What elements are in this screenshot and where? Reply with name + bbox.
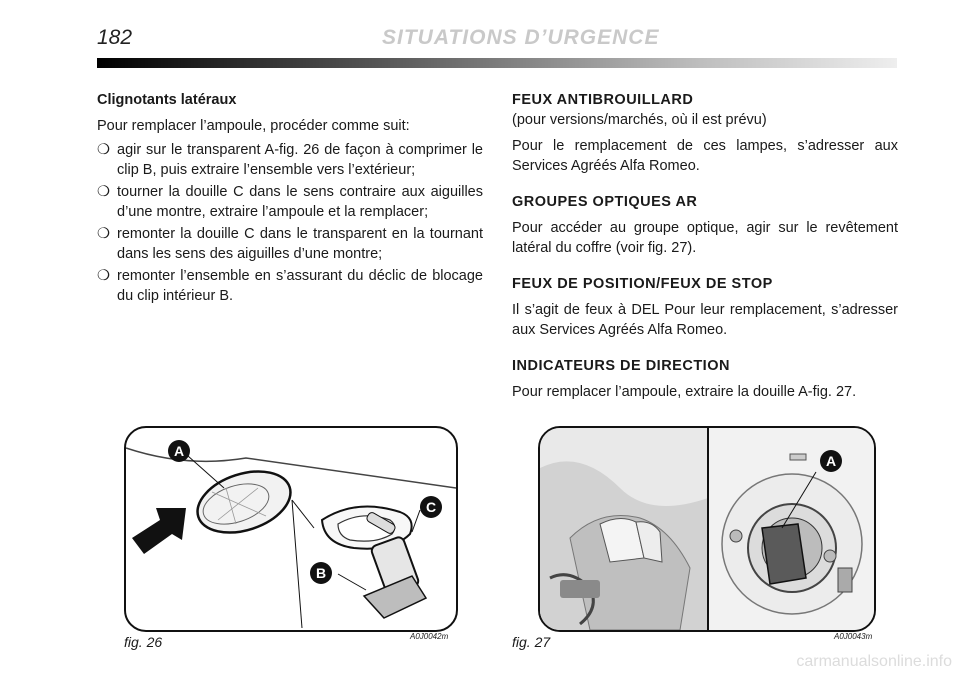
left-column	[97, 90, 483, 308]
figure-27-illustration	[538, 426, 876, 632]
instruction-list	[97, 140, 483, 306]
callout-b: B	[310, 562, 332, 584]
figure-27-code: A0J0043m	[834, 632, 873, 641]
section-heading-clignotants: Clignotants latéraux	[97, 92, 237, 108]
right-column	[512, 90, 898, 402]
figure-26-illustration	[124, 426, 458, 632]
bullet-icon: ❍	[97, 226, 110, 242]
callout-a: A	[168, 440, 190, 462]
section-heading-antibrouillard: FEUX ANTIBROUILLARD	[512, 92, 694, 108]
header-title: SITUATIONS D’URGENCE	[382, 26, 660, 49]
list-item: ❍ remonter la douille C dans le transparent en la tournant dans les sens des aiguilles d’une montre;	[97, 226, 483, 262]
antibrouillard-subtitle: (pour versions/marchés, où il est prévu)	[512, 112, 767, 128]
figure-26-label: fig. 26	[124, 634, 163, 650]
section-heading-feux-position: FEUX DE POSITION/FEUX DE STOP	[512, 276, 773, 292]
bullet-icon: ❍	[97, 184, 110, 200]
callout-a: A	[820, 450, 842, 472]
header-rule	[97, 58, 897, 68]
intro-text: Pour remplacer l’ampoule, procéder comme suit:	[97, 118, 410, 134]
list-item: ❍ remonter l’ensemble en s’assurant du déclic de blocage du clip intérieur B.	[97, 268, 483, 304]
callout-c: C	[420, 496, 442, 518]
feux-position-text: Il s’agit de feux à DEL Pour leur remplacement, s’adresser aux Services Agréés Alfa Romeo.	[512, 302, 898, 338]
figure-27-label: fig. 27	[512, 634, 551, 650]
figure-26-code: A0J0042m	[410, 632, 449, 641]
watermark: carmanualsonline.info	[796, 653, 952, 670]
list-item: ❍ tourner la douille C dans le sens contraire aux aiguilles d’une montre, extraire l’ampoule et la remplacer;	[97, 184, 483, 220]
antibrouillard-text: Pour le remplacement de ces lampes, s’adresser aux Services Agréés Alfa Romeo.	[512, 138, 898, 174]
section-heading-indicateurs: INDICATEURS DE DIRECTION	[512, 358, 730, 374]
bullet-icon: ❍	[97, 142, 110, 158]
list-item: ❍ agir sur le transparent A-fig. 26 de façon à comprimer le clip B, puis extraire l’ensemble vers l’extérieur;	[97, 142, 483, 178]
section-heading-groupes-optiques: GROUPES OPTIQUES AR	[512, 194, 698, 210]
page-number: 182	[97, 26, 133, 49]
groupes-optiques-text: Pour accéder au groupe optique, agir sur le revêtement latéral du coffre (voir fig. 27).	[512, 220, 898, 256]
indicateurs-text: Pour remplacer l’ampoule, extraire la douille A-fig. 27.	[512, 384, 857, 400]
bullet-icon: ❍	[97, 268, 110, 284]
